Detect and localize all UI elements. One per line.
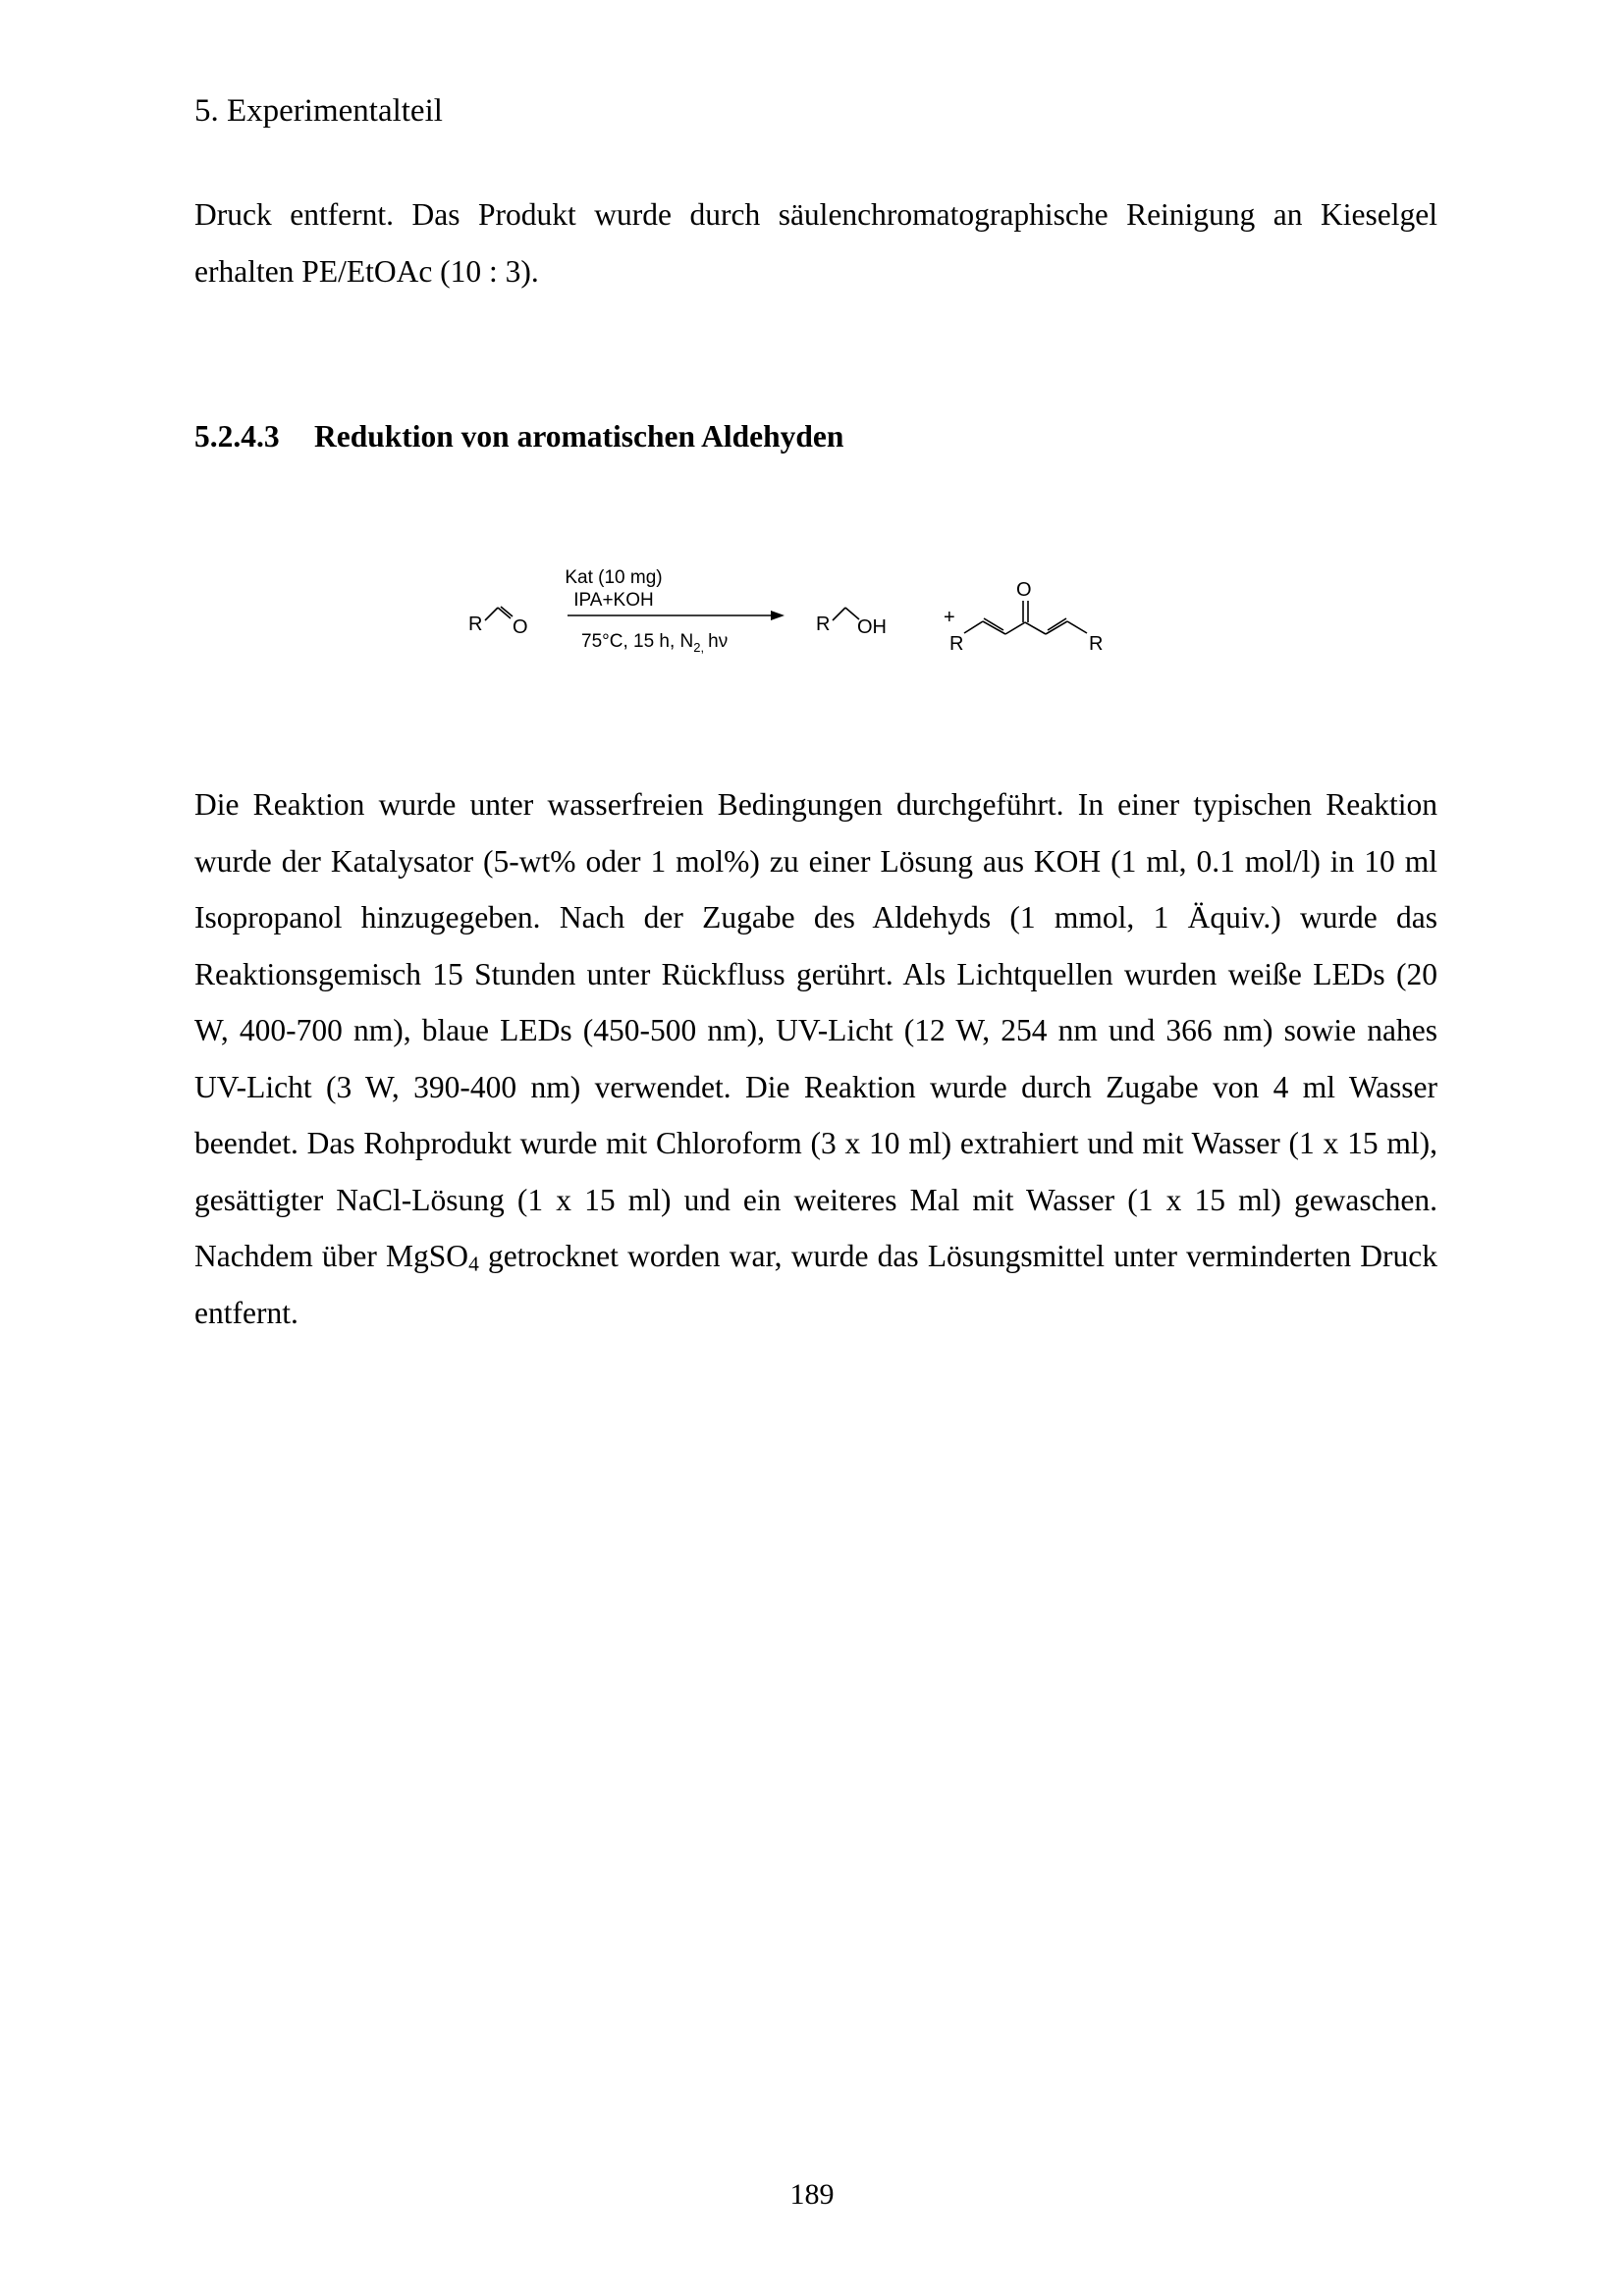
condition-n2-subscript: 2, <box>693 640 705 655</box>
product2-chain-left-3 <box>964 621 983 633</box>
intro-paragraph: Druck entfernt. Das Produkt wurde durch säulenchromatographische Reinigung an Kieselgel erhalten PE/EtOAc (10 : 3). <box>194 197 1437 289</box>
product1-r-label: R <box>816 614 831 635</box>
section-number: 5.2.4.3 <box>194 419 280 454</box>
plus-sign: + <box>944 607 955 628</box>
condition-temp-time-text: 75°C, 15 h, N <box>581 631 694 652</box>
reaction-arrow-head <box>771 611 785 620</box>
condition-temp-time <box>581 631 728 655</box>
reactant-aldehyde <box>468 607 528 638</box>
condition-light: hν <box>708 631 729 652</box>
product2-r-left-label: R <box>949 633 964 655</box>
running-header: 5. Experimentalteil <box>194 93 443 129</box>
product2-chain-right-3 <box>1067 621 1087 633</box>
reaction-arrow-group <box>565 567 785 655</box>
product2-chain-left-2 <box>983 621 1005 634</box>
reaction-scheme <box>457 556 1187 673</box>
product2-o-label: O <box>1016 579 1032 601</box>
condition-base: IPA+KOH <box>573 590 654 611</box>
procedure-text-1: Die Reaktion wurde unter wasserfreien Bedingungen durchgeführt. In einer typischen Reaktion wurde der Katalysator (5-wt% oder 1 mol%) zu einer Lösung aus KOH (1 ml, 0.1 mol/l) in 10 ml Isopropanol hinzugegeben. Nach der Zugabe des Aldehyds (1 mmol, 1 Äquiv.) wurde das Reaktionsgemisch 15 Stunden unter Rückfluss gerührt. Als Lichtquellen wurden weiße LEDs (20 W, 400-700 nm), blaue LEDs (450-500 nm), UV-Licht (12 W, 254 nm und 366 nm) sowie nahes UV-Licht (3 W, 390-400 nm) verwendet. Die Reaktion wurde durch Zugabe von 4 ml Wasser beendet. Das Rohprodukt wurde mit Chloroform (3 x 10 ml) extrahiert und mit Wasser (1 x 15 ml), gesättigter NaCl-Lösung (1 x 15 ml) und ein weiteres Mal mit Wasser (1 x 15 ml) gewaschen. Nachdem über MgSO <box>194 787 1437 1273</box>
condition-catalyst: Kat (10 mg) <box>565 567 663 588</box>
product2-chain-right-1 <box>1025 622 1046 634</box>
reactant-r-label: R <box>468 614 483 635</box>
product2-chain-left-1 <box>1005 622 1025 634</box>
product2-r-right-label: R <box>1089 633 1104 655</box>
reactant-bond-1 <box>485 608 498 620</box>
procedure-subscript: 4 <box>468 1252 479 1276</box>
section-title: Reduktion von aromatischen Aldehyden <box>314 419 844 454</box>
reactant-o-label: O <box>513 616 528 638</box>
page-number: 189 <box>789 2178 835 2211</box>
product-dienone <box>949 579 1103 655</box>
product1-bond-1 <box>833 608 845 620</box>
product-alcohol <box>816 608 887 638</box>
procedure-paragraph <box>194 776 1437 1341</box>
product1-oh-label: OH <box>857 616 887 638</box>
procedure-text-2: getrocknet worden war, wurde das Lösungsmittel unter verminderten Druck entfernt. <box>194 1239 1437 1330</box>
product2-chain-right-2 <box>1046 621 1067 634</box>
section-heading <box>194 418 843 455</box>
